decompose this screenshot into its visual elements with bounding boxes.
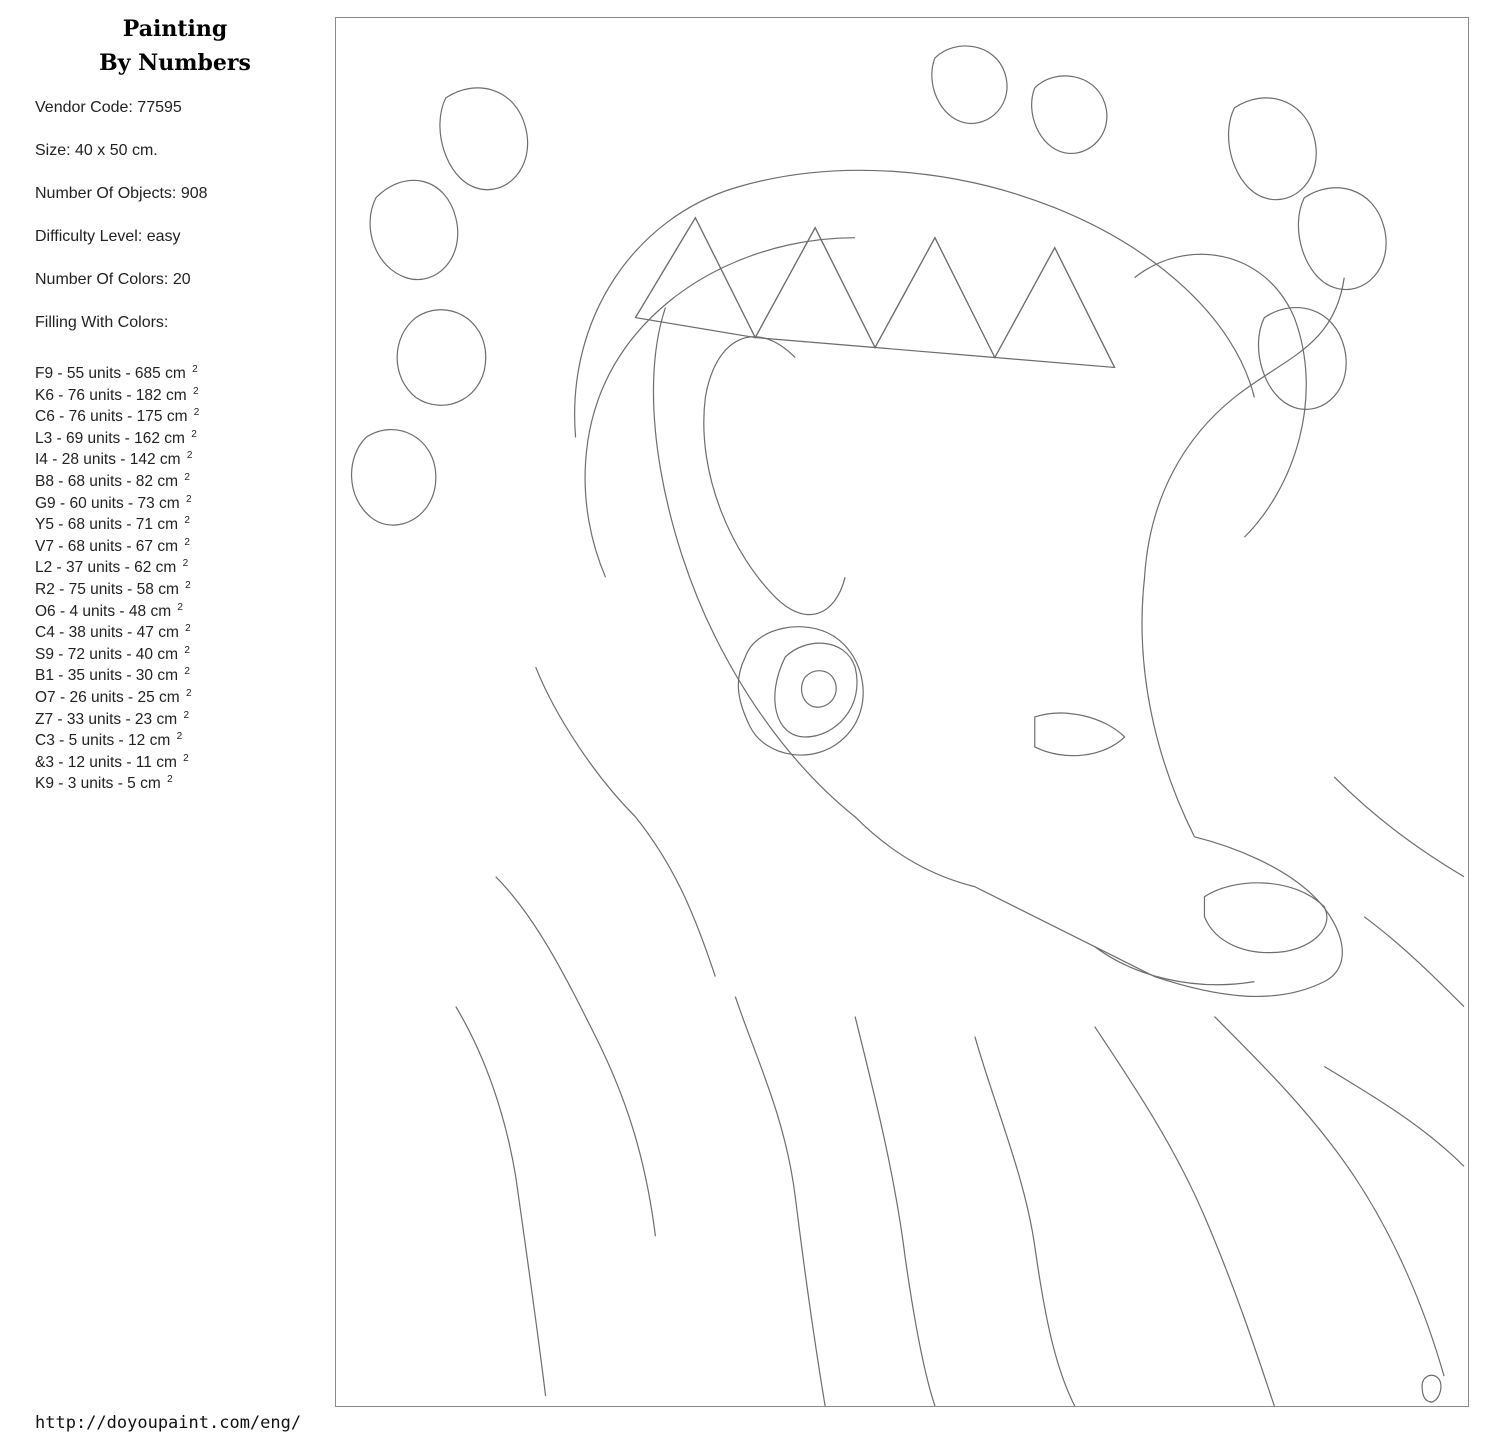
title-line-2: By Numbers — [99, 50, 251, 76]
color-row: G9 - 60 units - 73 cm $^2$ — [35, 493, 192, 512]
color-legend — [35, 359, 199, 791]
color-row: V7 - 68 units - 67 cm $^2$ — [35, 536, 190, 555]
color-row: &3 - 12 units - 11 cm $^2$ — [35, 752, 189, 771]
color-row: L3 - 69 units - 162 cm $^2$ — [35, 428, 197, 447]
color-row: I4 - 28 units - 142 cm $^2$ — [35, 450, 193, 469]
color-row: F9 - 55 units - 685 cm $^2$ — [35, 364, 198, 382]
spec-list — [35, 98, 208, 356]
color-row: B1 - 35 units - 30 cm $^2$ — [35, 666, 190, 685]
objects-count: Number Of Objects: 908 — [35, 185, 208, 202]
color-row: Y5 - 68 units - 71 cm $^2$ — [35, 515, 190, 534]
line-art-canvas — [335, 17, 1469, 1407]
title-line-1: Painting — [122, 16, 228, 42]
color-row: C6 - 76 units - 175 cm $^2$ — [35, 407, 200, 426]
color-row: O6 - 4 units - 48 cm $^2$ — [35, 601, 183, 620]
filling-heading: Filling With Colors: — [35, 314, 169, 331]
page-title — [60, 12, 290, 80]
color-row: B8 - 68 units - 82 cm $^2$ — [35, 471, 190, 490]
color-row: S9 - 72 units - 40 cm $^2$ — [35, 644, 190, 663]
color-row: K9 - 3 units - 5 cm $^2$ — [35, 774, 173, 793]
color-row: O7 - 26 units - 25 cm $^2$ — [35, 687, 192, 706]
canvas-size: Size: 40 x 50 cm. — [35, 142, 158, 159]
color-row: L2 - 37 units - 62 cm $^2$ — [35, 558, 189, 577]
color-row: C4 - 38 units - 47 cm $^2$ — [35, 623, 191, 642]
dog-line-art — [336, 18, 1468, 1406]
color-row: R2 - 75 units - 58 cm $^2$ — [35, 579, 191, 598]
color-row: C3 - 5 units - 12 cm $^2$ — [35, 731, 183, 750]
color-row: Z7 - 33 units - 23 cm $^2$ — [35, 709, 190, 728]
difficulty-level: Difficulty Level: easy — [35, 228, 181, 245]
website-url[interactable]: http://doyoupaint.com/eng/ — [35, 1413, 302, 1433]
colors-count: Number Of Colors: 20 — [35, 271, 191, 288]
info-sidebar — [0, 0, 320, 1453]
vendor-code: Vendor Code: 77595 — [35, 99, 182, 116]
color-row: K6 - 76 units - 182 cm $^2$ — [35, 385, 199, 404]
